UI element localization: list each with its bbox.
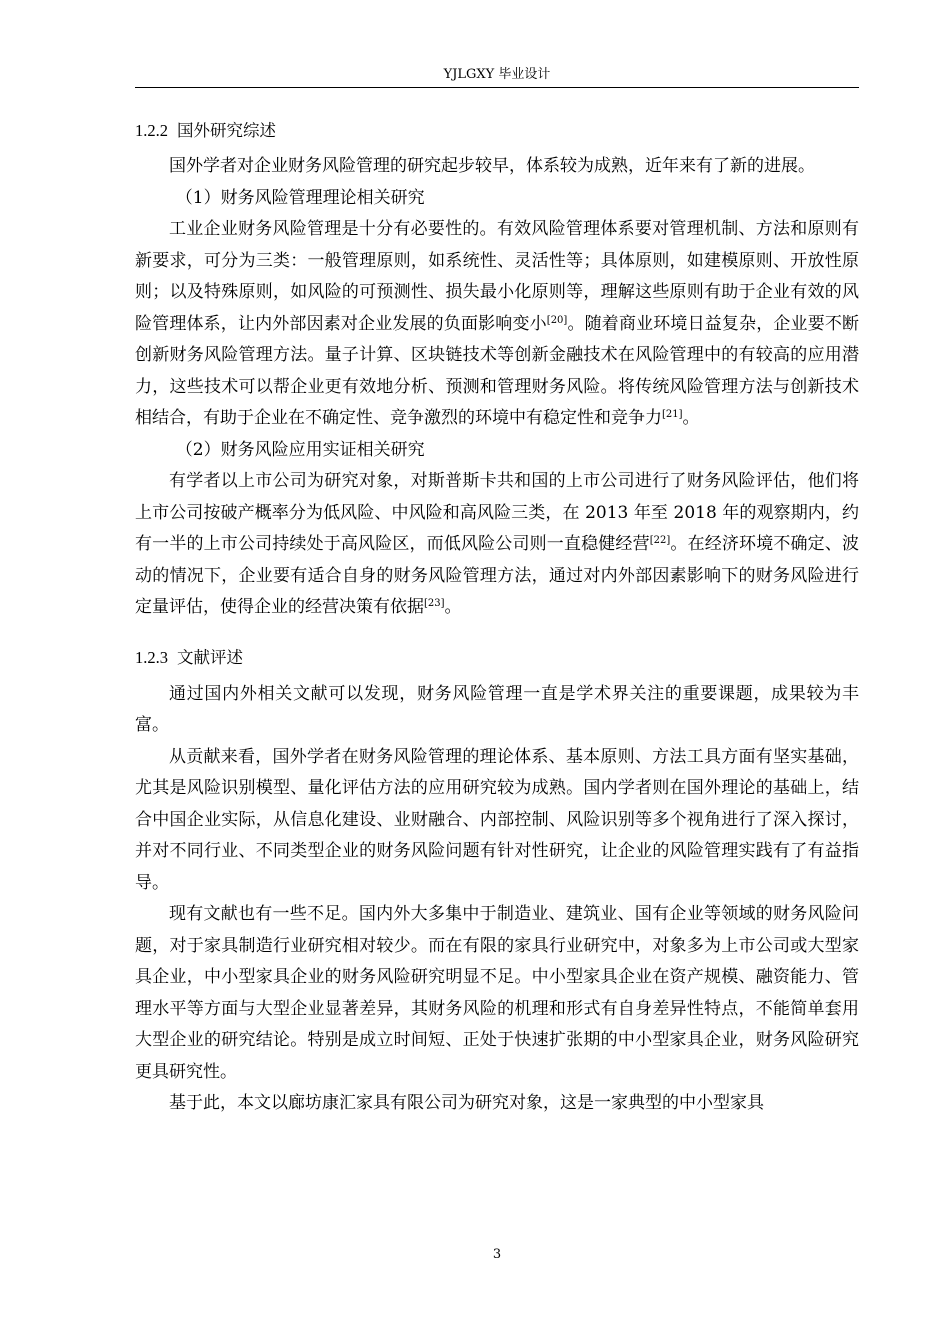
section-heading-1-2-3 xyxy=(135,642,859,673)
citation: [21] xyxy=(662,409,683,420)
section-title: 国外研究综述 xyxy=(177,121,276,140)
page-header: YJLGXY 毕业设计 xyxy=(443,67,551,82)
paragraph: 通过国内外相关文献可以发现，财务风险管理一直是学术界关注的重要课题，成果较为丰富。 xyxy=(135,683,859,735)
header-divider xyxy=(135,87,859,88)
paragraph-text: 工业企业财务风险管理是十分有必要性的。有效风险管理体系要对管理机制、方法和原则有新要求，可分为三类：一般管理原则，如系统性、灵活性等；具体原则，如建模原则、开放性原则；以及特殊原则，如风险的可预测性、损失最小化原则等，理解这些原则有助于企业有效的风险管理体系，让内外部因素对企业发展的负面影响变小 xyxy=(135,219,859,334)
citation: [20] xyxy=(546,314,568,326)
paragraph-text: 。 xyxy=(444,597,462,617)
paragraph: 基于此，本文以廊坊康汇家具有限公司为研究对象，这是一家典型的中小型家具 xyxy=(169,1093,764,1113)
section-number: 1.2.2 xyxy=(135,121,168,140)
paragraph xyxy=(135,214,859,435)
section-number: 1.2.3 xyxy=(135,647,168,667)
paragraph-text: 。 xyxy=(682,408,700,428)
paragraph: 从贡献来看，国外学者在财务风险管理的理论体系、基本原则、方法工具方面有坚实基础，尤其是风险识别模型、量化评估方法的应用研究较为成熟。国内学者则在国外理论的基础上，结合中国企业实际，从信息化建设、业财融合、内部控制、风险识别等多个视角进行了深入探讨，并对不同行业、不同类型企业的财务风险问题有针对性研究，让企业的风险管理实践有了有益指导。 xyxy=(135,746,859,893)
subheading: （1）财务风险管理理论相关研究 xyxy=(175,187,425,208)
paragraph: 现有文献也有一些不足。国内外大多集中于制造业、建筑业、国有企业等领域的财务风险问题，对于家具制造行业研究相对较少。而在有限的家具行业研究中，对象多为上市公司或大型家具企业，中小型家具企业的财务风险研究明显不足。中小型家具企业在资产规模、融资能力、管理水平等方面与大型企业显著差异，其财务风险的机理和形式有自身差异性特点，不能简单套用大型企业的研究结论。特别是成立时间短、正处于快速扩张期的中小型家具企业，财务风险研究更具研究性。 xyxy=(135,904,859,1082)
paragraph-text: 。在经济环境不确定、波动的情况下，企业要有适合自身的财务风险管理方法，通过对内外部因素影响下的财务风险进行定量评估，使得企业的经营决策有依据 xyxy=(135,534,860,617)
paragraph xyxy=(135,466,859,624)
subheading: （2）财务风险应用实证相关研究 xyxy=(175,439,425,460)
page-number: 3 xyxy=(492,1247,502,1262)
citation: [22] xyxy=(649,535,671,546)
citation: [23] xyxy=(424,598,445,609)
document-body xyxy=(135,115,859,1120)
paragraph: 国外学者对企业财务风险管理的研究起步较早，体系较为成熟，近年来有了新的进展。 xyxy=(169,156,815,176)
section-title: 文献评述 xyxy=(177,647,243,667)
section-heading-1-2-2 xyxy=(135,115,859,146)
paragraph-text: 有学者以上市公司为研究对象，对斯普斯卡共和国的上市公司进行了财务风险评估，他们将上市公司按破产概率分为低风险、中风险和高风险三类，在 2013 年至 2018 年的观察期内，约有一半的上市公司持续处于高风险区，而低风险公司则一直稳健经营 xyxy=(135,471,859,554)
paragraph-text: 。随着商业环境日益复杂，企业要不断创新财务风险管理方法。量子计算、区块链技术等创新金融技术在风险管理中的有较高的应用潜力，这些技术可以帮企业更有效地分析、预测和管理财务风险。将传统风险管理方法与创新技术相结合，有助于企业在不确定性、竞争激烈的环境中有稳定性和竞争力 xyxy=(135,313,860,428)
